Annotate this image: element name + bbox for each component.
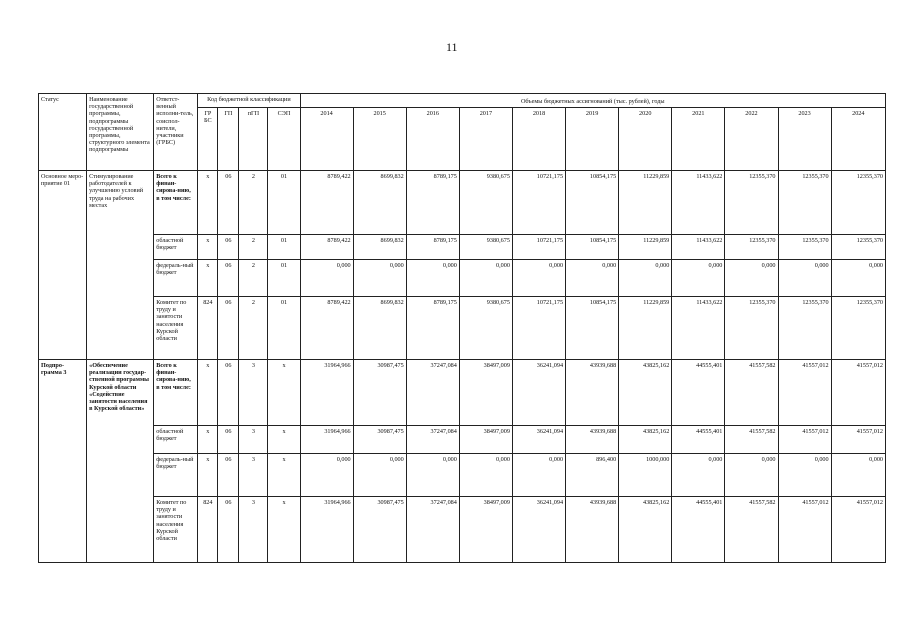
header-year-2024: 2024 — [831, 108, 885, 171]
value-cell-2017: 9380,675 — [459, 235, 512, 260]
responsible-cell: Всего к финан-сирова-нию, в том числе: — [154, 360, 198, 426]
value-cell-2021: 0,000 — [672, 260, 725, 297]
value-cell-2021: 11433,622 — [672, 171, 725, 235]
value-cell-2023: 12355,370 — [778, 297, 831, 360]
value-cell-2015: 30987,475 — [353, 360, 406, 426]
value-cell-2014: 0,000 — [300, 454, 353, 497]
value-cell-2016: 0,000 — [406, 260, 459, 297]
value-cell-2017: 9380,675 — [459, 171, 512, 235]
table-row — [39, 426, 886, 454]
value-cell-2016: 8789,175 — [406, 235, 459, 260]
gp-cell: 06 — [218, 360, 239, 426]
value-cell-2017: 0,000 — [459, 454, 512, 497]
value-cell-2014: 31964,966 — [300, 360, 353, 426]
table-row — [39, 235, 886, 260]
responsible-cell: областной бюджет — [154, 235, 198, 260]
pgp-cell: 3 — [239, 426, 268, 454]
grbs-cell: х — [198, 454, 218, 497]
header-code-col-1: ГП — [218, 108, 239, 171]
value-cell-2023: 41557,012 — [778, 497, 831, 563]
table-row — [39, 454, 886, 497]
value-cell-2023: 41557,012 — [778, 426, 831, 454]
pgp-cell: 2 — [239, 297, 268, 360]
budget-table — [38, 93, 886, 563]
value-cell-2019: 896,400 — [566, 454, 619, 497]
value-cell-2016: 37247,084 — [406, 360, 459, 426]
value-cell-2021: 0,000 — [672, 454, 725, 497]
header-code-col-3: СЭП — [268, 108, 300, 171]
value-cell-2021: 44555,401 — [672, 497, 725, 563]
pgp-cell: 2 — [239, 235, 268, 260]
gp-cell: 06 — [218, 171, 239, 235]
value-cell-2024: 12355,370 — [831, 235, 885, 260]
value-cell-2018: 10721,175 — [512, 235, 565, 260]
value-cell-2017: 0,000 — [459, 260, 512, 297]
responsible-cell: Комитет по труду и занятости населения Курской области — [154, 297, 198, 360]
gp-cell: 06 — [218, 260, 239, 297]
gp-cell: 06 — [218, 235, 239, 260]
value-cell-2019: 10854,175 — [566, 297, 619, 360]
sep-cell: 01 — [268, 260, 300, 297]
value-cell-2022: 41557,582 — [725, 426, 778, 454]
value-cell-2019: 10854,175 — [566, 235, 619, 260]
header-code-group: Код бюджетной классификации — [198, 94, 300, 108]
sep-cell: х — [268, 360, 300, 426]
pgp-cell: 2 — [239, 171, 268, 235]
value-cell-2023: 0,000 — [778, 454, 831, 497]
value-cell-2015: 0,000 — [353, 260, 406, 297]
value-cell-2020: 11229,859 — [619, 297, 672, 360]
value-cell-2024: 12355,370 — [831, 297, 885, 360]
pgp-cell: 2 — [239, 260, 268, 297]
value-cell-2017: 38497,009 — [459, 426, 512, 454]
value-cell-2016: 8789,175 — [406, 171, 459, 235]
table-row — [39, 297, 886, 360]
value-cell-2014: 31964,966 — [300, 497, 353, 563]
value-cell-2017: 9380,675 — [459, 297, 512, 360]
value-cell-2016: 0,000 — [406, 454, 459, 497]
value-cell-2018: 36241,094 — [512, 426, 565, 454]
value-cell-2015: 8699,832 — [353, 235, 406, 260]
value-cell-2021: 44555,401 — [672, 360, 725, 426]
gp-cell: 06 — [218, 497, 239, 563]
table-row — [39, 360, 886, 426]
grbs-cell: 824 — [198, 297, 218, 360]
table-row — [39, 260, 886, 297]
page-number: 11 — [446, 40, 458, 54]
value-cell-2014: 31964,966 — [300, 426, 353, 454]
header-year-2017: 2017 — [459, 108, 512, 171]
value-cell-2022: 12355,370 — [725, 297, 778, 360]
value-cell-2017: 38497,009 — [459, 497, 512, 563]
header-volume-group: Объемы бюджетных ассигнований (тыс. рублей), годы — [300, 94, 885, 108]
value-cell-2019: 10854,175 — [566, 171, 619, 235]
value-cell-2018: 36241,094 — [512, 360, 565, 426]
value-cell-2020: 43825,162 — [619, 426, 672, 454]
responsible-cell: федераль-ный бюджет — [154, 454, 198, 497]
value-cell-2018: 0,000 — [512, 454, 565, 497]
pgp-cell: 3 — [239, 454, 268, 497]
grbs-cell: 824 — [198, 497, 218, 563]
gp-cell: 06 — [218, 426, 239, 454]
responsible-cell: Всего к финан-сирова-нию, в том числе: — [154, 171, 198, 235]
header-code-col-0: ГР БС — [198, 108, 218, 171]
header-year-2015: 2015 — [353, 108, 406, 171]
value-cell-2022: 0,000 — [725, 260, 778, 297]
value-cell-2020: 1000,000 — [619, 454, 672, 497]
header-year-2016: 2016 — [406, 108, 459, 171]
value-cell-2024: 41557,012 — [831, 426, 885, 454]
value-cell-2014: 8789,422 — [300, 297, 353, 360]
value-cell-2018: 36241,094 — [512, 497, 565, 563]
value-cell-2023: 41557,012 — [778, 360, 831, 426]
value-cell-2021: 11433,622 — [672, 297, 725, 360]
sep-cell: 01 — [268, 235, 300, 260]
value-cell-2019: 43939,688 — [566, 360, 619, 426]
value-cell-2015: 0,000 — [353, 454, 406, 497]
responsible-cell: Комитет по труду и занятости населения Курской области — [154, 497, 198, 563]
table-row — [39, 497, 886, 563]
value-cell-2023: 12355,370 — [778, 235, 831, 260]
table-row — [39, 171, 886, 235]
value-cell-2014: 8789,422 — [300, 171, 353, 235]
value-cell-2020: 0,000 — [619, 260, 672, 297]
value-cell-2015: 30987,475 — [353, 497, 406, 563]
grbs-cell: х — [198, 360, 218, 426]
value-cell-2017: 38497,009 — [459, 360, 512, 426]
value-cell-2018: 10721,175 — [512, 171, 565, 235]
grbs-cell: х — [198, 171, 218, 235]
value-cell-2022: 41557,582 — [725, 360, 778, 426]
pgp-cell: 3 — [239, 497, 268, 563]
header-year-2018: 2018 — [512, 108, 565, 171]
value-cell-2020: 43825,162 — [619, 360, 672, 426]
header-year-2023: 2023 — [778, 108, 831, 171]
sep-cell: 01 — [268, 297, 300, 360]
gp-cell: 06 — [218, 297, 239, 360]
value-cell-2024: 41557,012 — [831, 360, 885, 426]
value-cell-2020: 43825,162 — [619, 497, 672, 563]
group-name: «Обеспечение реализации государ-ственной программы Курской области «Содействие занятости населения в Курской области» — [87, 360, 154, 563]
value-cell-2015: 8699,832 — [353, 171, 406, 235]
value-cell-2014: 8789,422 — [300, 235, 353, 260]
header-year-2014: 2014 — [300, 108, 353, 171]
sep-cell: х — [268, 426, 300, 454]
value-cell-2022: 0,000 — [725, 454, 778, 497]
grbs-cell: х — [198, 260, 218, 297]
header-year-2022: 2022 — [725, 108, 778, 171]
header-year-2019: 2019 — [566, 108, 619, 171]
value-cell-2022: 12355,370 — [725, 235, 778, 260]
value-cell-2022: 41557,582 — [725, 497, 778, 563]
value-cell-2024: 12355,370 — [831, 171, 885, 235]
value-cell-2014: 0,000 — [300, 260, 353, 297]
value-cell-2019: 43939,688 — [566, 426, 619, 454]
value-cell-2020: 11229,859 — [619, 171, 672, 235]
header-status: Статус — [39, 94, 87, 171]
value-cell-2022: 12355,370 — [725, 171, 778, 235]
gp-cell: 06 — [218, 454, 239, 497]
value-cell-2019: 0,000 — [566, 260, 619, 297]
header-responsible: Ответст-венный исполни-тель, соиспол-нители, участники (ГРБС) — [154, 94, 198, 171]
header-name: Наименование государственной программы, подпрограммы государственной программы, структурного элемента подпрограммы — [87, 94, 154, 171]
value-cell-2018: 10721,175 — [512, 297, 565, 360]
value-cell-2021: 11433,622 — [672, 235, 725, 260]
group-status: Основное меро-приятие 01 — [39, 171, 87, 360]
value-cell-2015: 30987,475 — [353, 426, 406, 454]
grbs-cell: х — [198, 235, 218, 260]
value-cell-2020: 11229,859 — [619, 235, 672, 260]
sep-cell: х — [268, 454, 300, 497]
value-cell-2016: 8789,175 — [406, 297, 459, 360]
value-cell-2015: 8699,832 — [353, 297, 406, 360]
value-cell-2023: 12355,370 — [778, 171, 831, 235]
group-name: Стимулирование работодателей к улучшению условий труда на рабочих местах — [87, 171, 154, 360]
responsible-cell: федераль-ный бюджет — [154, 260, 198, 297]
value-cell-2023: 0,000 — [778, 260, 831, 297]
group-status: Подпро-грамма 3 — [39, 360, 87, 563]
value-cell-2021: 44555,401 — [672, 426, 725, 454]
value-cell-2016: 37247,084 — [406, 497, 459, 563]
value-cell-2024: 41557,012 — [831, 497, 885, 563]
value-cell-2024: 0,000 — [831, 260, 885, 297]
sep-cell: х — [268, 497, 300, 563]
value-cell-2024: 0,000 — [831, 454, 885, 497]
value-cell-2019: 43939,688 — [566, 497, 619, 563]
header-year-2020: 2020 — [619, 108, 672, 171]
responsible-cell: областной бюджет — [154, 426, 198, 454]
value-cell-2016: 37247,084 — [406, 426, 459, 454]
pgp-cell: 3 — [239, 360, 268, 426]
header-code-col-2: пГП — [239, 108, 268, 171]
sep-cell: 01 — [268, 171, 300, 235]
value-cell-2018: 0,000 — [512, 260, 565, 297]
grbs-cell: х — [198, 426, 218, 454]
header-year-2021: 2021 — [672, 108, 725, 171]
